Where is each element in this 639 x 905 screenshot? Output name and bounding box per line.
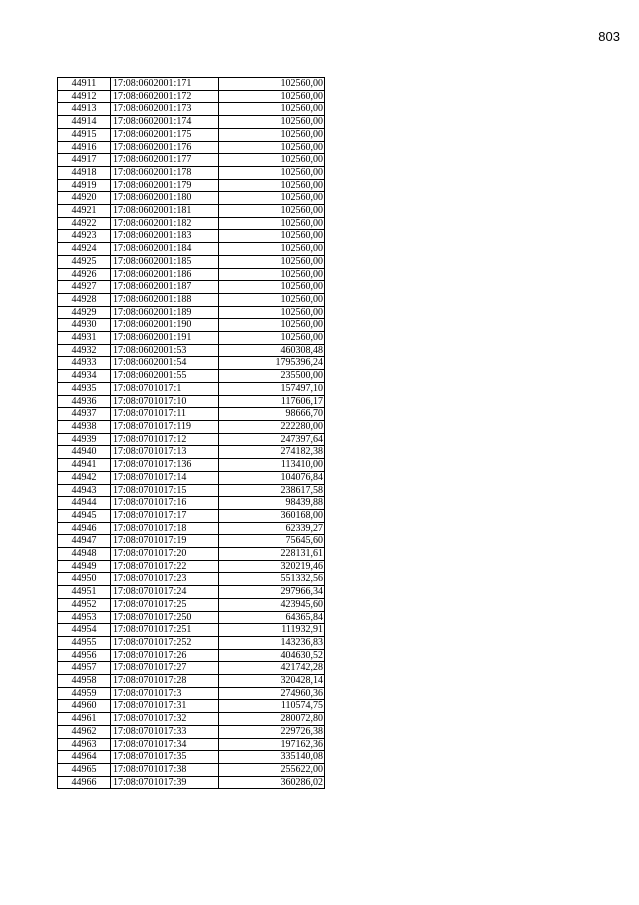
table-row xyxy=(58,103,325,116)
table-row xyxy=(58,776,325,789)
row-number-cell: 44964 xyxy=(58,751,111,764)
row-number-cell: 44941 xyxy=(58,459,111,472)
cadastral-number-cell: 17:08:0602001:178 xyxy=(111,166,219,179)
cadastral-number-cell: 17:08:0602001:175 xyxy=(111,128,219,141)
value-cell: 274182,38 xyxy=(219,446,325,459)
row-number-cell: 44915 xyxy=(58,128,111,141)
cadastral-number-cell: 17:08:0602001:187 xyxy=(111,281,219,294)
value-cell: 274960,36 xyxy=(219,687,325,700)
page-number: 803 xyxy=(598,29,620,44)
value-cell: 404630,52 xyxy=(219,649,325,662)
table-row xyxy=(58,116,325,129)
row-number-cell: 44924 xyxy=(58,243,111,256)
value-cell: 102560,00 xyxy=(219,268,325,281)
value-cell: 102560,00 xyxy=(219,179,325,192)
value-cell: 1795396,24 xyxy=(219,357,325,370)
cadastral-number-cell: 17:08:0701017:24 xyxy=(111,586,219,599)
row-number-cell: 44912 xyxy=(58,90,111,103)
table-row xyxy=(58,535,325,548)
row-number-cell: 44949 xyxy=(58,560,111,573)
cadastral-number-cell: 17:08:0602001:181 xyxy=(111,205,219,218)
cadastral-number-cell: 17:08:0701017:35 xyxy=(111,751,219,764)
value-cell: 102560,00 xyxy=(219,230,325,243)
table-row xyxy=(58,662,325,675)
row-number-cell: 44926 xyxy=(58,268,111,281)
row-number-cell: 44943 xyxy=(58,484,111,497)
table-row xyxy=(58,624,325,637)
table-row xyxy=(58,217,325,230)
cadastral-number-cell: 17:08:0701017:17 xyxy=(111,509,219,522)
row-number-cell: 44940 xyxy=(58,446,111,459)
row-number-cell: 44959 xyxy=(58,687,111,700)
table-row xyxy=(58,154,325,167)
cadastral-number-cell: 17:08:0701017:25 xyxy=(111,598,219,611)
value-cell: 102560,00 xyxy=(219,192,325,205)
table-row xyxy=(58,611,325,624)
table-row xyxy=(58,509,325,522)
row-number-cell: 44925 xyxy=(58,255,111,268)
row-number-cell: 44951 xyxy=(58,586,111,599)
table-row xyxy=(58,166,325,179)
row-number-cell: 44927 xyxy=(58,281,111,294)
table-row xyxy=(58,205,325,218)
value-cell: 111932,91 xyxy=(219,624,325,637)
row-number-cell: 44932 xyxy=(58,344,111,357)
row-number-cell: 44930 xyxy=(58,319,111,332)
value-cell: 102560,00 xyxy=(219,255,325,268)
table-row xyxy=(58,636,325,649)
row-number-cell: 44942 xyxy=(58,471,111,484)
cadastral-number-cell: 17:08:0602001:180 xyxy=(111,192,219,205)
row-number-cell: 44946 xyxy=(58,522,111,535)
table-row xyxy=(58,243,325,256)
row-number-cell: 44955 xyxy=(58,636,111,649)
row-number-cell: 44952 xyxy=(58,598,111,611)
cadastral-number-cell: 17:08:0602001:191 xyxy=(111,332,219,345)
value-cell: 460308,48 xyxy=(219,344,325,357)
cadastral-number-cell: 17:08:0701017:119 xyxy=(111,420,219,433)
cadastral-number-cell: 17:08:0701017:34 xyxy=(111,738,219,751)
row-number-cell: 44936 xyxy=(58,395,111,408)
cadastral-number-cell: 17:08:0701017:33 xyxy=(111,725,219,738)
value-cell: 157497,10 xyxy=(219,382,325,395)
value-cell: 320428,14 xyxy=(219,675,325,688)
cadastral-number-cell: 17:08:0602001:55 xyxy=(111,370,219,383)
value-cell: 102560,00 xyxy=(219,128,325,141)
row-number-cell: 44945 xyxy=(58,509,111,522)
cadastral-number-cell: 17:08:0602001:54 xyxy=(111,357,219,370)
value-cell: 102560,00 xyxy=(219,319,325,332)
table-row xyxy=(58,128,325,141)
cadastral-number-cell: 17:08:0701017:20 xyxy=(111,548,219,561)
table-row xyxy=(58,90,325,103)
row-number-cell: 44923 xyxy=(58,230,111,243)
table-row xyxy=(58,420,325,433)
table-row xyxy=(58,459,325,472)
table-row xyxy=(58,560,325,573)
value-cell: 102560,00 xyxy=(219,332,325,345)
table-row xyxy=(58,293,325,306)
value-cell: 102560,00 xyxy=(219,154,325,167)
cadastral-number-cell: 17:08:0602001:174 xyxy=(111,116,219,129)
row-number-cell: 44958 xyxy=(58,675,111,688)
table-row xyxy=(58,522,325,535)
value-cell: 75645,60 xyxy=(219,535,325,548)
value-cell: 423945,60 xyxy=(219,598,325,611)
row-number-cell: 44931 xyxy=(58,332,111,345)
row-number-cell: 44911 xyxy=(58,78,111,91)
value-cell: 280072,80 xyxy=(219,713,325,726)
value-cell: 102560,00 xyxy=(219,103,325,116)
table-row xyxy=(58,141,325,154)
value-cell: 360286,02 xyxy=(219,776,325,789)
data-table xyxy=(57,77,325,789)
value-cell: 102560,00 xyxy=(219,217,325,230)
table-row xyxy=(58,357,325,370)
row-number-cell: 44913 xyxy=(58,103,111,116)
table-row xyxy=(58,763,325,776)
table-row xyxy=(58,471,325,484)
row-number-cell: 44914 xyxy=(58,116,111,129)
cadastral-number-cell: 17:08:0701017:27 xyxy=(111,662,219,675)
row-number-cell: 44934 xyxy=(58,370,111,383)
cadastral-number-cell: 17:08:0701017:252 xyxy=(111,636,219,649)
cadastral-number-cell: 17:08:0701017:32 xyxy=(111,713,219,726)
cadastral-number-cell: 17:08:0602001:172 xyxy=(111,90,219,103)
cadastral-number-cell: 17:08:0602001:53 xyxy=(111,344,219,357)
cadastral-number-cell: 17:08:0701017:23 xyxy=(111,573,219,586)
row-number-cell: 44933 xyxy=(58,357,111,370)
cadastral-number-cell: 17:08:0602001:182 xyxy=(111,217,219,230)
table-row xyxy=(58,344,325,357)
row-number-cell: 44935 xyxy=(58,382,111,395)
cadastral-number-cell: 17:08:0701017:3 xyxy=(111,687,219,700)
cadastral-number-cell: 17:08:0602001:179 xyxy=(111,179,219,192)
table-row xyxy=(58,548,325,561)
table-row xyxy=(58,725,325,738)
value-cell: 102560,00 xyxy=(219,306,325,319)
row-number-cell: 44922 xyxy=(58,217,111,230)
table-row xyxy=(58,649,325,662)
table-row xyxy=(58,192,325,205)
value-cell: 102560,00 xyxy=(219,116,325,129)
row-number-cell: 44950 xyxy=(58,573,111,586)
value-cell: 102560,00 xyxy=(219,78,325,91)
row-number-cell: 44957 xyxy=(58,662,111,675)
cadastral-number-cell: 17:08:0701017:31 xyxy=(111,700,219,713)
value-cell: 98666,70 xyxy=(219,408,325,421)
row-number-cell: 44947 xyxy=(58,535,111,548)
row-number-cell: 44954 xyxy=(58,624,111,637)
value-cell: 229726,38 xyxy=(219,725,325,738)
cadastral-number-cell: 17:08:0602001:185 xyxy=(111,255,219,268)
row-number-cell: 44921 xyxy=(58,205,111,218)
row-number-cell: 44929 xyxy=(58,306,111,319)
value-cell: 113410,00 xyxy=(219,459,325,472)
table-row xyxy=(58,268,325,281)
cadastral-number-cell: 17:08:0701017:14 xyxy=(111,471,219,484)
cadastral-number-cell: 17:08:0602001:177 xyxy=(111,154,219,167)
value-cell: 143236,83 xyxy=(219,636,325,649)
cadastral-number-cell: 17:08:0701017:251 xyxy=(111,624,219,637)
table-row xyxy=(58,484,325,497)
table-row xyxy=(58,675,325,688)
cadastral-number-cell: 17:08:0701017:18 xyxy=(111,522,219,535)
cadastral-number-cell: 17:08:0602001:189 xyxy=(111,306,219,319)
cadastral-number-cell: 17:08:0602001:176 xyxy=(111,141,219,154)
table-row xyxy=(58,382,325,395)
cadastral-number-cell: 17:08:0701017:38 xyxy=(111,763,219,776)
cadastral-number-cell: 17:08:0701017:12 xyxy=(111,433,219,446)
row-number-cell: 44939 xyxy=(58,433,111,446)
cadastral-number-cell: 17:08:0602001:188 xyxy=(111,293,219,306)
table-row xyxy=(58,586,325,599)
row-number-cell: 44918 xyxy=(58,166,111,179)
row-number-cell: 44916 xyxy=(58,141,111,154)
value-cell: 102560,00 xyxy=(219,243,325,256)
row-number-cell: 44961 xyxy=(58,713,111,726)
value-cell: 222280,00 xyxy=(219,420,325,433)
row-number-cell: 44938 xyxy=(58,420,111,433)
table-row xyxy=(58,332,325,345)
value-cell: 255622,00 xyxy=(219,763,325,776)
row-number-cell: 44928 xyxy=(58,293,111,306)
value-cell: 421742,28 xyxy=(219,662,325,675)
cadastral-number-cell: 17:08:0602001:183 xyxy=(111,230,219,243)
cadastral-number-cell: 17:08:0701017:11 xyxy=(111,408,219,421)
cadastral-number-cell: 17:08:0701017:250 xyxy=(111,611,219,624)
value-cell: 64365,84 xyxy=(219,611,325,624)
table-row xyxy=(58,713,325,726)
row-number-cell: 44960 xyxy=(58,700,111,713)
table-row xyxy=(58,446,325,459)
row-number-cell: 44944 xyxy=(58,497,111,510)
row-number-cell: 44963 xyxy=(58,738,111,751)
value-cell: 238617,58 xyxy=(219,484,325,497)
value-cell: 360168,00 xyxy=(219,509,325,522)
table-row xyxy=(58,751,325,764)
value-cell: 320219,46 xyxy=(219,560,325,573)
table-row xyxy=(58,497,325,510)
table-row xyxy=(58,281,325,294)
value-cell: 297966,34 xyxy=(219,586,325,599)
value-cell: 104076,84 xyxy=(219,471,325,484)
table-row xyxy=(58,179,325,192)
row-number-cell: 44956 xyxy=(58,649,111,662)
value-cell: 117606,17 xyxy=(219,395,325,408)
cadastral-number-cell: 17:08:0602001:173 xyxy=(111,103,219,116)
row-number-cell: 44953 xyxy=(58,611,111,624)
value-cell: 102560,00 xyxy=(219,205,325,218)
cadastral-number-cell: 17:08:0602001:186 xyxy=(111,268,219,281)
cadastral-number-cell: 17:08:0701017:28 xyxy=(111,675,219,688)
table-row xyxy=(58,687,325,700)
cadastral-number-cell: 17:08:0701017:26 xyxy=(111,649,219,662)
value-cell: 98439,88 xyxy=(219,497,325,510)
value-cell: 62339,27 xyxy=(219,522,325,535)
cadastral-number-cell: 17:08:0701017:16 xyxy=(111,497,219,510)
value-cell: 247397,64 xyxy=(219,433,325,446)
table-row xyxy=(58,738,325,751)
value-cell: 102560,00 xyxy=(219,293,325,306)
value-cell: 197162,36 xyxy=(219,738,325,751)
table-row xyxy=(58,370,325,383)
table-row xyxy=(58,78,325,91)
table-row xyxy=(58,319,325,332)
cadastral-number-cell: 17:08:0602001:184 xyxy=(111,243,219,256)
cadastral-number-cell: 17:08:0701017:15 xyxy=(111,484,219,497)
cadastral-number-cell: 17:08:0602001:171 xyxy=(111,78,219,91)
value-cell: 235500,00 xyxy=(219,370,325,383)
value-cell: 102560,00 xyxy=(219,90,325,103)
row-number-cell: 44962 xyxy=(58,725,111,738)
row-number-cell: 44920 xyxy=(58,192,111,205)
table-row xyxy=(58,598,325,611)
cadastral-number-cell: 17:08:0701017:136 xyxy=(111,459,219,472)
table-body xyxy=(58,78,325,789)
table-row xyxy=(58,408,325,421)
row-number-cell: 44917 xyxy=(58,154,111,167)
cadastral-number-cell: 17:08:0701017:22 xyxy=(111,560,219,573)
table-row xyxy=(58,306,325,319)
row-number-cell: 44966 xyxy=(58,776,111,789)
table-row xyxy=(58,700,325,713)
cadastral-number-cell: 17:08:0602001:190 xyxy=(111,319,219,332)
value-cell: 110574,75 xyxy=(219,700,325,713)
value-cell: 335140,08 xyxy=(219,751,325,764)
cadastral-number-cell: 17:08:0701017:1 xyxy=(111,382,219,395)
value-cell: 102560,00 xyxy=(219,281,325,294)
row-number-cell: 44965 xyxy=(58,763,111,776)
row-number-cell: 44948 xyxy=(58,548,111,561)
row-number-cell: 44919 xyxy=(58,179,111,192)
table-row xyxy=(58,230,325,243)
cadastral-number-cell: 17:08:0701017:39 xyxy=(111,776,219,789)
value-cell: 102560,00 xyxy=(219,141,325,154)
value-cell: 102560,00 xyxy=(219,166,325,179)
row-number-cell: 44937 xyxy=(58,408,111,421)
cadastral-number-cell: 17:08:0701017:10 xyxy=(111,395,219,408)
table-row xyxy=(58,255,325,268)
table-row xyxy=(58,433,325,446)
table-row xyxy=(58,573,325,586)
value-cell: 228131,61 xyxy=(219,548,325,561)
value-cell: 551332,56 xyxy=(219,573,325,586)
table-row xyxy=(58,395,325,408)
cadastral-number-cell: 17:08:0701017:13 xyxy=(111,446,219,459)
cadastral-number-cell: 17:08:0701017:19 xyxy=(111,535,219,548)
